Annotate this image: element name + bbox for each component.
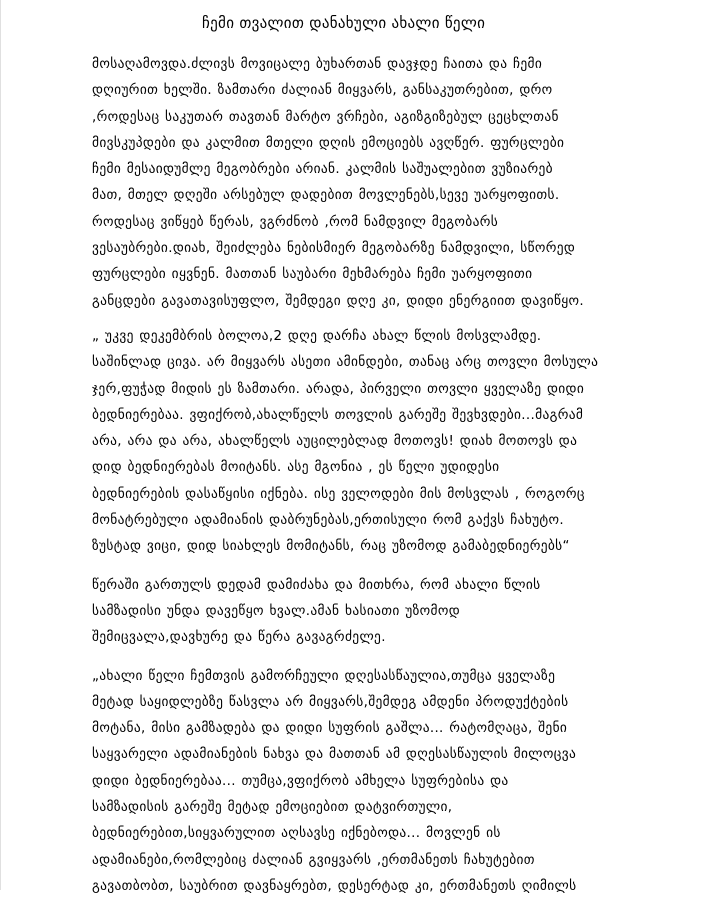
text-line: საყვარელი ადამიანების ნახვა და მათთან ამ დღესასწაულის მილოცვა [92, 747, 577, 763]
text-line: მოტანა, მისი გამზადება და დიდი სუფრის გაშლა... რატომღაცა, შენი [92, 721, 568, 737]
text-line: სამზადისის გარეშე მეტად ემოციებით დატვირთული, [92, 800, 453, 816]
text-line: მივსკუპდები და კალმით მთელი დღის ემოციებს ავღწერ. ფურცლები [92, 135, 565, 151]
text-line: „ უკვე დეკემბრის ბოლოა,2 დღე დარჩა ახალ წლის მოსვლამდე. [92, 328, 542, 344]
text-line: როდესაც ვიწყებ წერას, ვგრძნობ ,რომ ნამდვილ მეგობარს [92, 214, 499, 230]
text-line: გავათბობთ, საუბრით დავნაყრებთ, დესერტად კი, ერთმანეთს ღიმილს [92, 878, 577, 894]
text-line: ჩემი მესაიდუმლე მეგობრები არიან. კალმის საშუალებით ვუზიარებ [92, 162, 553, 178]
text-line: ვესაუბრები.დიახ, შეიძლება ნებისმიერ მეგობარზე ნამდვილი, სწორედ [92, 241, 576, 257]
text-line: ადამიანები,რომლებიც ძალიან გვიყვარს ,ერთმანეთს ჩახუტებით [92, 852, 535, 868]
text-line: წერაში გართულს დედამ დამიძახა და მითხრა, რომ ახალი წლის [92, 577, 541, 593]
text-line: მოსაღამოვდა.ძლივს მოვიცალე ბუხართან დავჯდე ჩაითა და ჩემი [92, 57, 543, 72]
text-line: ფურცლები იყვნენ. მათთან საუბარი მეხმარება ჩემი უარყოფითი [92, 267, 533, 283]
text-line: „ახალი წელი ჩემთვის გამორჩეული დღესასწაულია,თუმცა ყველაზე [92, 668, 556, 684]
text-line: განცდები გავათავისუფლო, შემდეგი დღე კი, დიდი ენერგიით დავიწყო. [92, 293, 585, 309]
text-line: ჯერ,ფუჭად მიდის ეს ზამთარი. არადა, პირველი თოვლი ყველაზე დიდი [92, 381, 585, 397]
text-line: არა, არა და არა, ახალწელს აუცილებლად მოთოვს! დიახ მოთოვს და [92, 434, 578, 450]
document-title: ჩემი თვალით დანახული ახალი წელი [202, 14, 486, 32]
text-line: ზუსტად ვიცი, დიდ სიახლეს მომიტანს, რაც უზომოდ გამაბედნიერებს“ [92, 539, 570, 555]
text-line: ბედნიერების დასაწყისი იქნება. ისე ველოდები მის მოსვლას , როგორც [92, 486, 585, 502]
text-line: მეტად საყიდლებზე წასვლა არ მიყვარს,შემდეგ ამდენი პროდუქტების [92, 694, 569, 710]
text-line: დიდ ბედნიერებას მოიტანს. ასე მგონია , ეს წელი უდიდესი [92, 460, 500, 476]
paragraph-3 [92, 573, 680, 652]
text-line: საშინლად ცივა. არ მიყვარს ასეთი ამინდები, თანაც არც თოვლი მოსულა [92, 355, 599, 371]
text-line: სამზადისი უნდა დავეწყო ხვალ.ამან ხასიათი უზომოდ [92, 603, 461, 619]
text-line: დიდი ბედნიერებაა... თუმცა,ვფიქრობ ამხელა სუფრებისა და [92, 773, 509, 789]
paragraph-4 [92, 664, 680, 900]
text-line: მათ, მთელ დღეში არსებულ დადებით მოვლენებს,სევე უარყოფითს. [92, 188, 560, 204]
text-line: ,როდესაც საკუთარ თავთან მარტო ვრჩები, აგიზგიზებულ ცეცხლთან [92, 109, 559, 125]
text-line: დღიურით ხელში. ზამთარი ძალიან მიყვარს, განსაკუთრებით, დრო [92, 83, 553, 99]
text-line: ბედნიერებაა. ვფიქრობ,ახალწელს თოვლის გარეშე შევხვდები...მაგრამ [92, 407, 584, 423]
text-line: მონატრებული ადამიანის დაბრუნებას,ერთისული რომ გაქვს ჩახუტო. [92, 513, 565, 529]
paragraph-2 [92, 324, 680, 561]
paragraph-1 [92, 52, 680, 315]
text-line: შემიცვალა,დავხურე და წერა გავაგრძელე. [92, 630, 386, 646]
text-line: ბედნიერებით,სიყვარულით აღსავსე იქნებოდა... მოვლენ ის [92, 826, 501, 842]
